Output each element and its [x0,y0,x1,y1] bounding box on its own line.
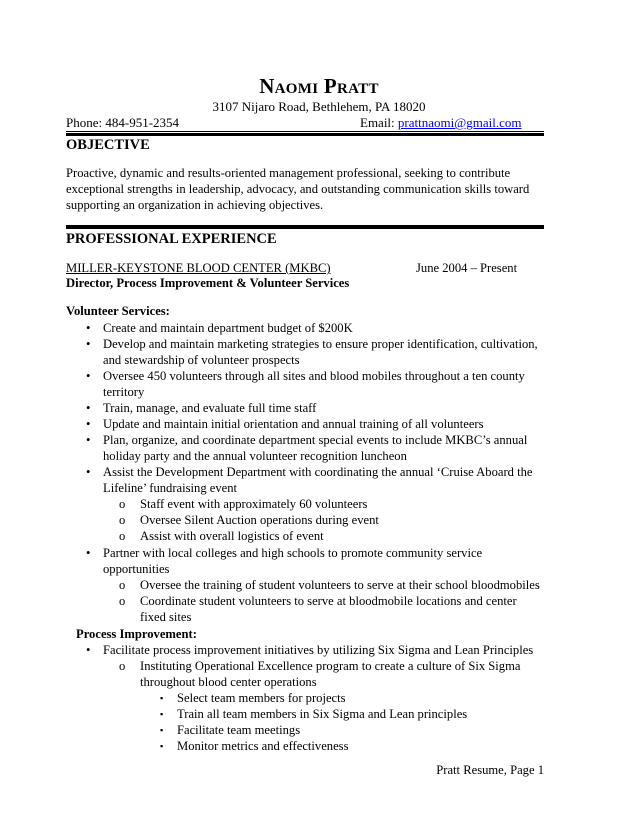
bullet: • [86,433,91,447]
process-subsublist [160,690,544,754]
sub-sub-list-item: ▪ Select team members for projects [160,691,346,705]
sub-bullet: o [119,529,126,543]
sub-list-item: o Instituting Operational Excellence program to create a culture of Six Sigma throughout blood center operations ▪ Select team members for projects ▪ Train all team members in Six Sigma and Lean principles ▪ Facilitate team meetings ▪ Monitor metrics and effectiveness [119,658,544,754]
objective-text [66,165,544,213]
sub-list-item: o Oversee Silent Auction operations during event [119,513,379,527]
candidate-name: Naomi Pratt [259,74,379,98]
list-item: • Oversee 450 volunteers through all sites and blood mobiles throughout a ten county territory [86,369,525,399]
bullet: • [86,401,91,415]
sub-sub-list-item: ▪ Facilitate team meetings [160,723,301,737]
process-improvement-list [86,642,544,754]
list-item: • Update and maintain initial orientation and annual training of all volunteers [86,417,484,431]
header-divider [66,131,544,136]
bullet: • [86,643,91,657]
volunteer-services-heading: Volunteer Services: [66,304,170,318]
employment-dates: June 2004 – Present [416,261,518,275]
objective-line: Proactive, dynamic and results-oriented management professional, seeking to contribute [66,166,511,180]
page-footer: Pratt Resume, Page 1 [436,763,544,777]
list-item: • Partner with local colleges and high schools to promote community service opportunities o Oversee the training of student volunteers to serve at their school bloodmobiles o Coordinate student volunteers to serve at bloodmobile locations and center fixed sites [86,545,544,625]
list-item: • Assist the Development Department with coordinating the annual ‘Cruise Aboard the Lifeline’ fundraising event o Staff event with approximately 60 volunteers o Oversee Silent Auction operations during event o Assist with overall logistics of event [86,464,544,544]
sub-sub-list-item: ▪ Train all team members in Six Sigma and Lean principles [160,707,468,721]
email-label: Email: [360,115,398,130]
list-item: • Train, manage, and evaluate full time staff [86,401,317,415]
address: 3107 Nijaro Road, Bethlehem, PA 18020 [212,99,426,114]
bullet: • [86,369,91,383]
sub-bullet: o [119,594,126,608]
bullet: • [86,465,91,479]
email-link[interactable]: prattnaomi@gmail.com [397,115,522,130]
objective-line: supporting an organization in achieving objectives. [66,198,324,212]
sub-list-item: o Oversee the training of student volunteers to serve at their school bloodmobiles [119,578,540,592]
bullet: • [86,546,91,560]
sub-list-item: o Coordinate student volunteers to serve at bloodmobile locations and center fixed sites [119,594,517,624]
list-item: • Develop and maintain marketing strategies to ensure proper identification, cultivation, and stewardship of volunteer prospects [86,337,538,367]
sub-bullet: o [119,513,126,527]
list-item: • Plan, organize, and coordinate department special events to include MKBC’s annual holiday party and the annual volunteer recognition luncheon [86,433,528,463]
objective-heading: OBJECTIVE [66,137,150,153]
square-bullet: ▪ [160,725,164,735]
process-improvement-heading: Process Improvement: [76,627,197,641]
experience-heading: PROFESSIONAL EXPERIENCE [66,231,277,247]
employer-name: MILLER-KEYSTONE BLOOD CENTER (MKBC) [66,261,331,275]
cruise-sublist [119,496,544,544]
experience-divider [66,224,544,229]
process-sublist [119,658,544,754]
bullet: • [86,321,91,335]
sub-sub-list-item: ▪ Monitor metrics and effectiveness [160,739,349,753]
list-item: • Create and maintain department budget of $200K [86,321,353,335]
volunteer-services-list [86,320,544,625]
list-item: • Facilitate process improvement initiatives by utilizing Six Sigma and Lean Principles o Instituting Operational Excellence program to create a culture of Six Sigma throughout blood center operations ▪ Select team members for projects ▪ Train all team members in Six Sigma and Lean principles ▪ Facilitate team meetings ▪ Monitor metrics and effectiveness [86,642,544,754]
bullet: • [86,417,91,431]
job-title: Director, Process Improvement & Volunteer Services [66,276,350,290]
contact-row [66,115,540,131]
phone: Phone: 484-951-2354 [66,115,180,130]
email-block [360,115,521,131]
bullet: • [86,337,91,351]
partner-sublist [119,577,544,625]
sub-list-item: o Assist with overall logistics of event [119,529,324,543]
sub-bullet: o [119,497,126,511]
sub-bullet: o [119,578,126,592]
objective-line: exceptional strengths in leadership, advocacy, and outstanding communication skills toward [66,182,530,196]
square-bullet: ▪ [160,709,164,719]
sub-list-item: o Staff event with approximately 60 volunteers [119,497,368,511]
square-bullet: ▪ [160,693,164,703]
square-bullet: ▪ [160,741,164,751]
sub-bullet: o [119,659,126,673]
